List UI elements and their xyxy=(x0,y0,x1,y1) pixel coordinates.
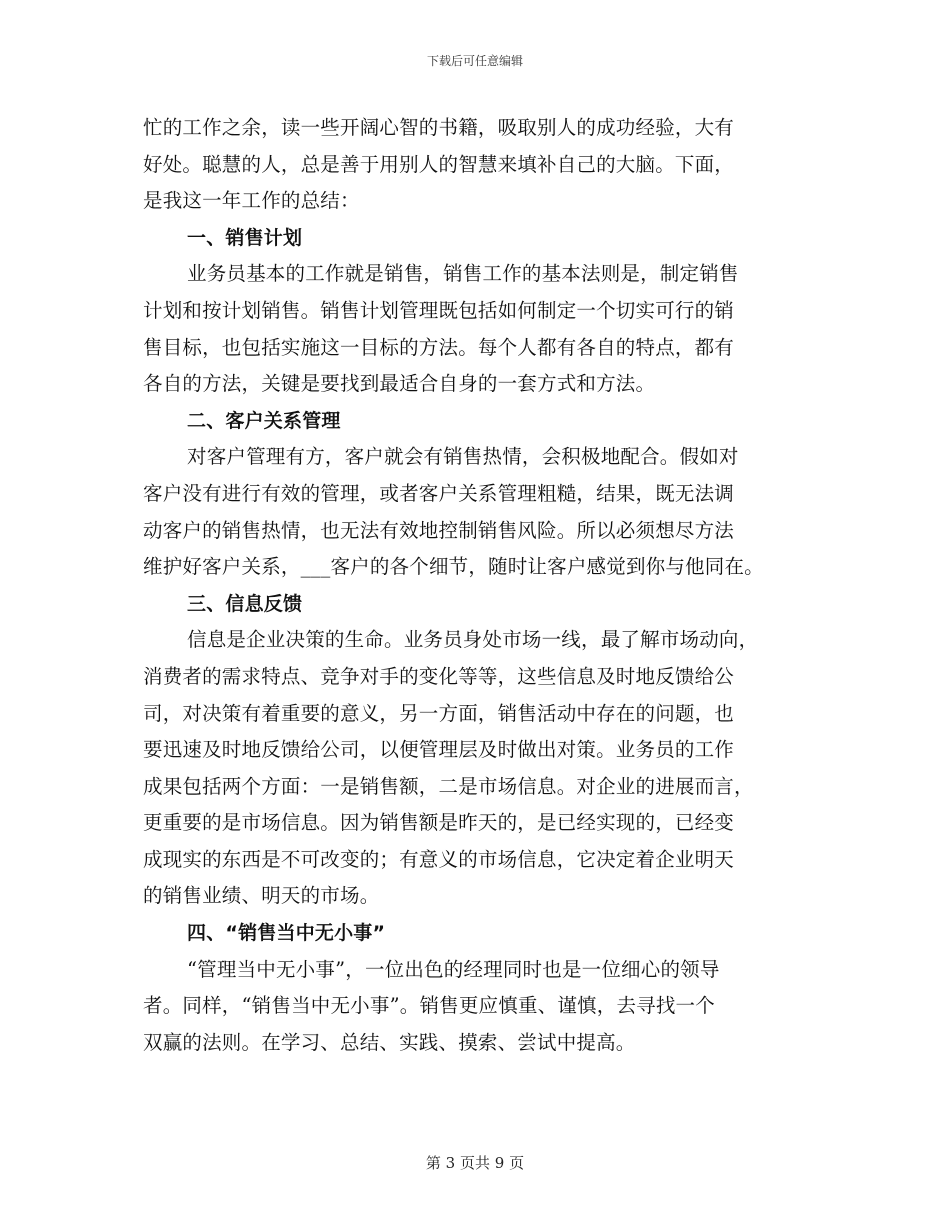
paragraph-line: 者。同样，“销售当中无小事”。销售更应慎重、谨慎，去寻找一个 xyxy=(143,994,715,1018)
paragraph-line: 维护好客户关系，___客户的各个细节，随时让客户感觉到你与他同在。 xyxy=(143,555,764,579)
paragraph-line: 消费者的需求特点、竞争对手的变化等等，这些信息及时地反馈给公 xyxy=(143,664,735,688)
paragraph-line: 计划和按计划销售。销售计划管理既包括如何制定一个切实可行的销 xyxy=(143,298,735,322)
paragraph-line: 的销售业绩、明天的市场。 xyxy=(143,884,380,908)
paragraph-line: 信息是企业决策的生命。业务员身处市场一线，最了解市场动向， xyxy=(187,628,759,652)
document-body xyxy=(143,110,803,1061)
paragraph-line: 好处。聪慧的人，总是善于用别人的智慧来填补自己的大脑。下面， xyxy=(143,152,735,176)
paragraph-line: 各自的方法，关键是要找到最适合自身的一套方式和方法。 xyxy=(143,372,656,396)
paragraph-line: 司，对决策有着重要的意义，另一方面，销售活动中存在的问题，也 xyxy=(143,701,735,725)
page-number-footer: 第 3 页共 9 页 xyxy=(425,1154,525,1172)
paragraph-line: 动客户的销售热情，也无法有效地控制销售风险。所以必须想尽方法 xyxy=(143,518,735,542)
paragraph-line: 对客户管理有方，客户就会有销售热情，会积极地配合。假如对 xyxy=(187,445,739,469)
paragraph-line: 忙的工作之余，读一些开阔心智的书籍，吸取别人的成功经验，大有 xyxy=(143,116,735,139)
paragraph-line: 成果包括两个方面：一是销售额，二是市场信息。对企业的进展而言， xyxy=(143,774,754,798)
paragraph-line: 是我这一年工作的总结： xyxy=(143,189,360,213)
section-heading: 三、信息反馈 xyxy=(187,592,303,615)
section-heading: 二、客户关系管理 xyxy=(187,409,341,432)
paragraph-line: 客户没有进行有效的管理，或者客户关系管理粗糙，结果，既无法调 xyxy=(143,481,735,505)
paragraph-line: 更重要的是市场信息。因为销售额是昨天的，是已经实现的，已经变 xyxy=(143,811,735,835)
paragraph-line: “管理当中无小事”，一位出色的经理同时也是一位细心的领导 xyxy=(187,957,720,981)
paragraph-line: 要迅速及时地反馈给公司，以便管理层及时做出对策。业务员的工作 xyxy=(143,738,735,762)
paragraph-line: 业务员基本的工作就是销售，销售工作的基本法则是，制定销售 xyxy=(187,262,739,286)
paragraph-line: 双赢的法则。在学习、总结、实践、摸索、尝试中提高。 xyxy=(143,1030,636,1054)
paragraph-line: 成现实的东西是不可改变的；有意义的市场信息，它决定着企业明天 xyxy=(143,847,735,871)
page-header-note: 下载后可任意编辑 xyxy=(426,54,523,68)
section-heading: 四、“销售当中无小事” xyxy=(187,922,386,945)
section-heading: 一、销售计划 xyxy=(187,226,303,249)
paragraph-line: 售目标，也包括实施这一目标的方法。每个人都有各自的特点，都有 xyxy=(143,335,735,359)
